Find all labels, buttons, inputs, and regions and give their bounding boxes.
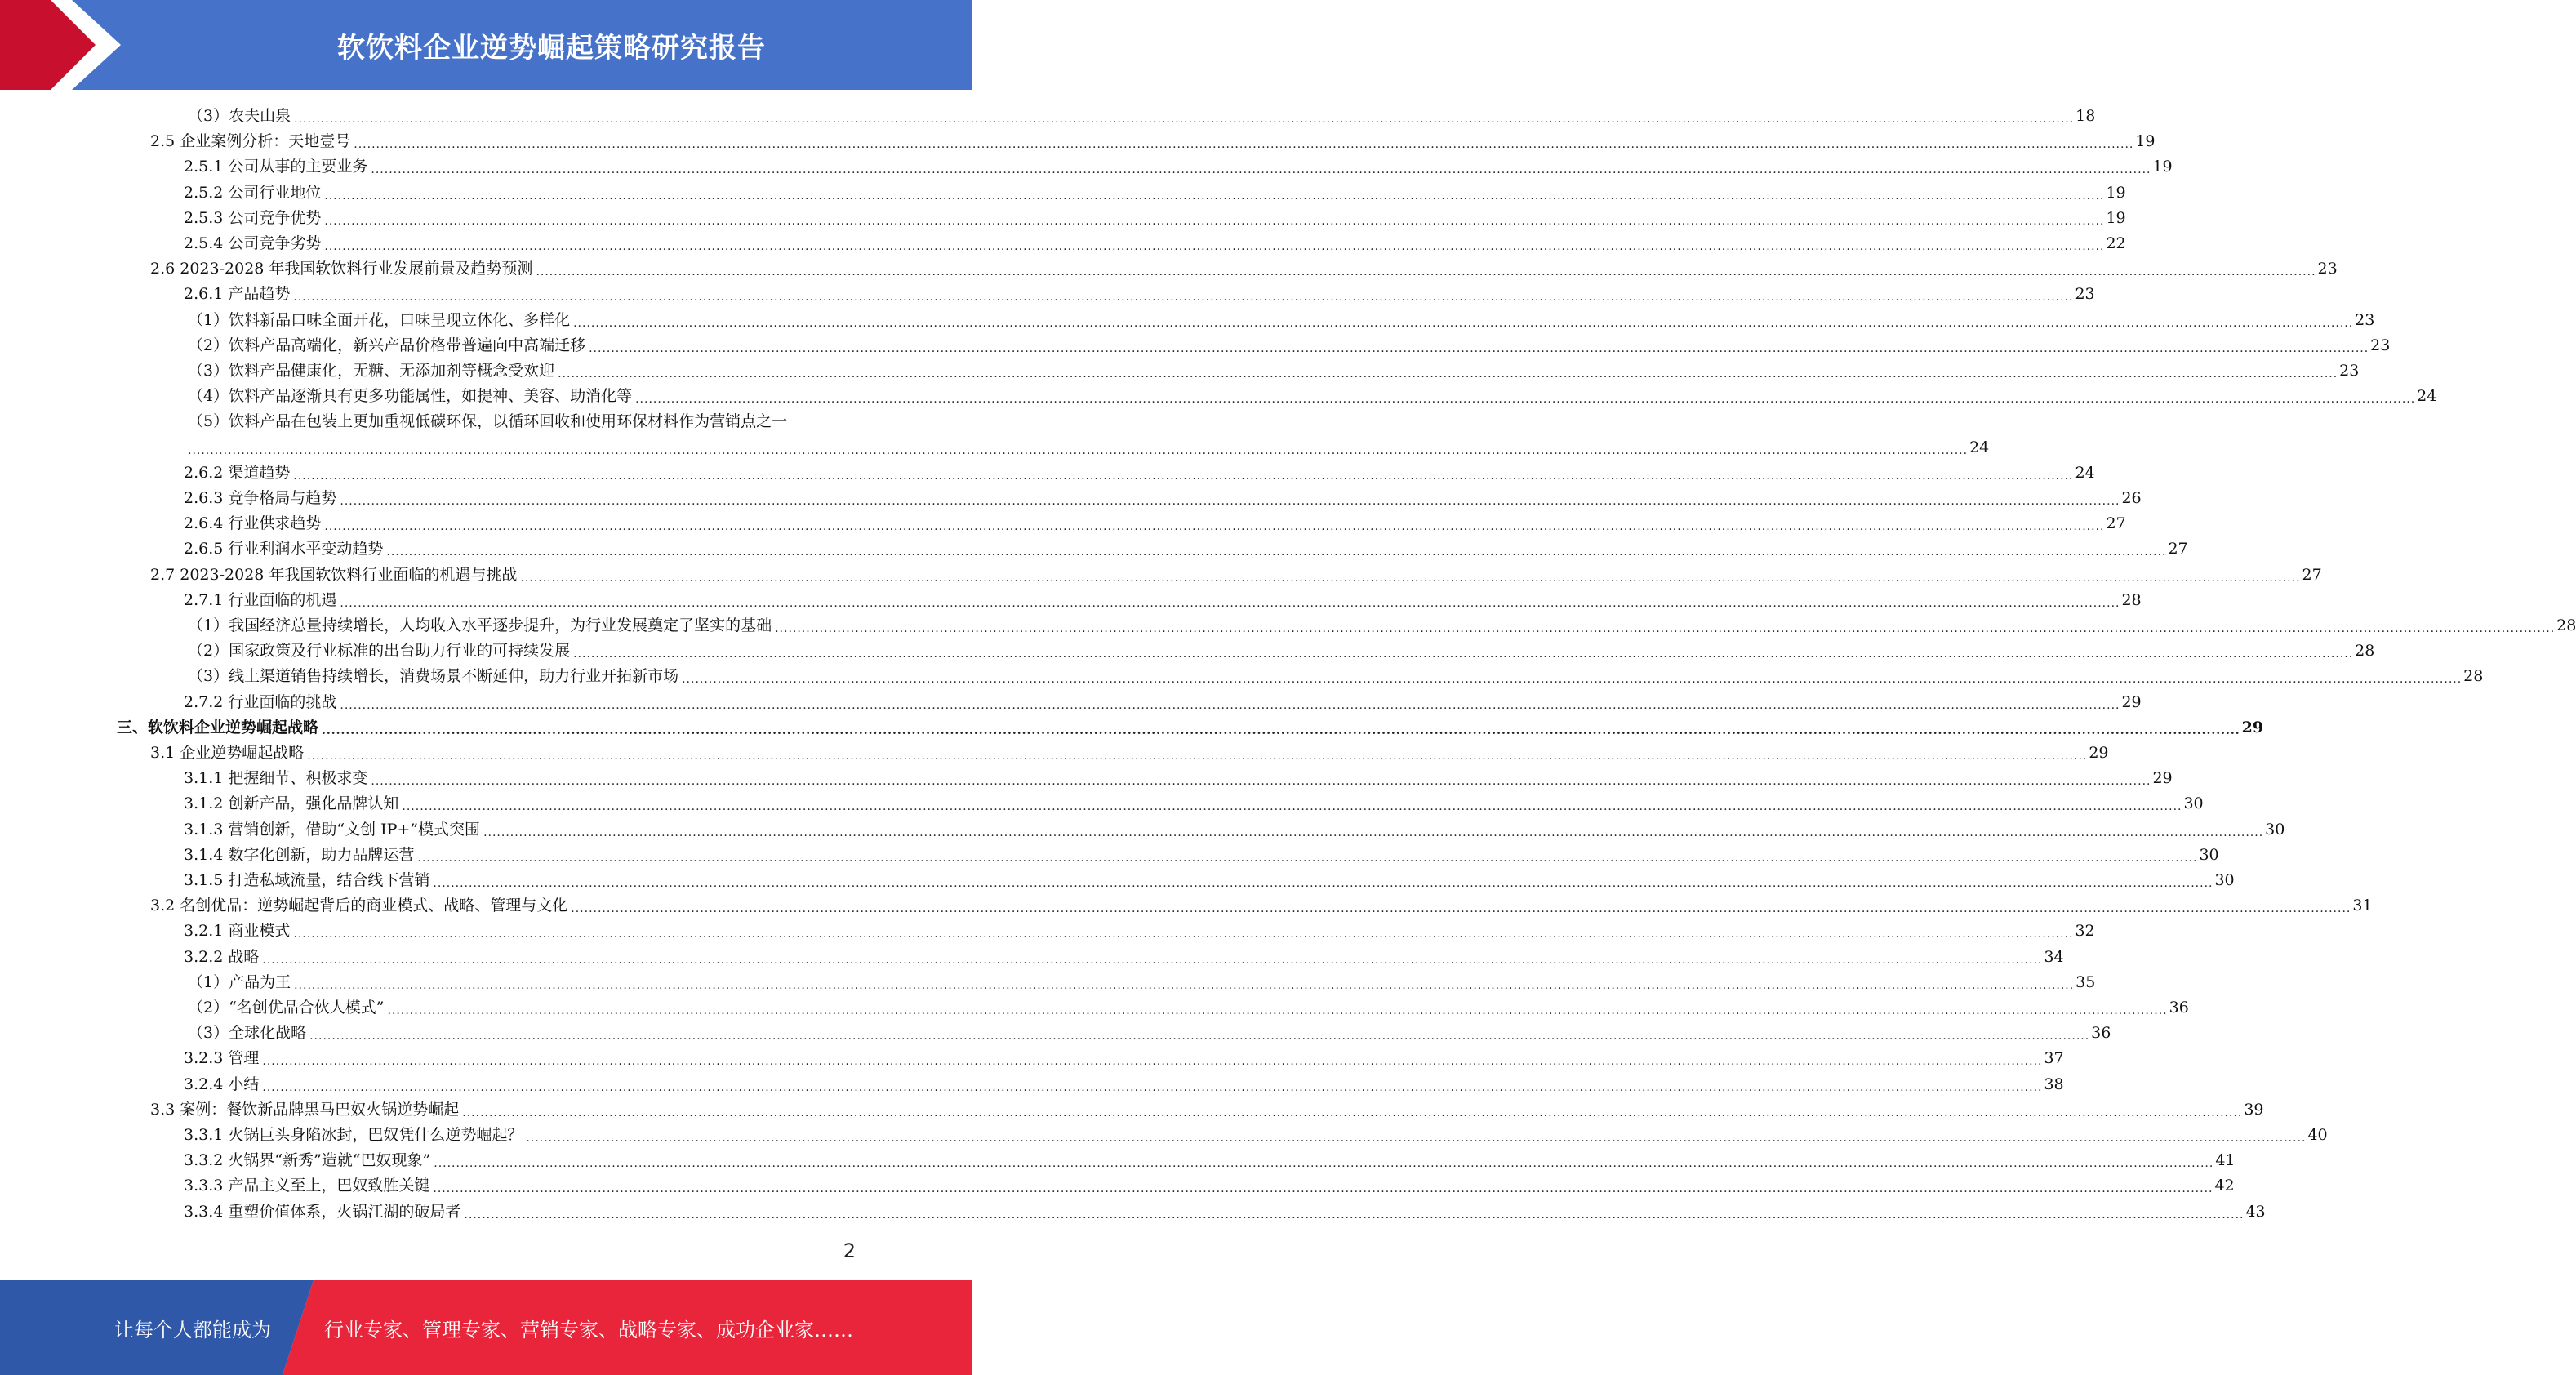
footer-slogan-left: 让每个人都能成为	[114, 1318, 271, 1342]
toc-entry[interactable]	[150, 129, 2156, 154]
toc-entry-label: 2.5.1 公司从事的主要业务	[184, 158, 368, 176]
toc-entry[interactable]	[150, 741, 2109, 766]
toc-page-number: 28	[2463, 667, 2484, 685]
toc-leader-dots: ................................................................................................................................................................................................................................................................................................................................................................................................................	[573, 647, 2354, 661]
toc-entry-label: （1）饮料新品口味全面开花，口味呈现立体化、多样化	[188, 311, 571, 329]
toc-entry-label: 2.6.1 产品趋势	[184, 285, 291, 303]
page-footer	[0, 1280, 972, 1375]
toc-entry-label: 3.1.5 打造私域流量，结合线下营销	[184, 871, 430, 889]
toc-entry[interactable]	[150, 893, 2373, 919]
toc-entry-label: 2.5.3 公司竞争优势	[184, 209, 322, 227]
toc-page-number: 43	[2245, 1203, 2266, 1221]
toc-leader-dots: ................................................................................................................................................................................................................................................................................................................................................................................................................	[434, 1157, 2214, 1170]
toc-leader-dots: ................................................................................................................................................................................................................................................................................................................................................................................................................	[340, 597, 2120, 610]
toc-entry[interactable]	[184, 690, 2142, 715]
toc-entry-label: 2.6.5 行业利润水平变动趋势	[184, 540, 384, 558]
toc-entry-label: （2）“名创优品合伙人模式”	[188, 999, 385, 1017]
toc-page-number: 18	[2075, 107, 2096, 125]
toc-leader-dots: ................................................................................................................................................................................................................................................................................................................................................................................................................	[294, 113, 2075, 126]
toc-entry-label: （4）饮料产品逐渐具有更多功能属性，如提神、美容、助消化等	[188, 387, 633, 405]
toc-entry-label: 2.7 2023-2028 年我国软饮料行业面临的机遇与挑战	[150, 566, 518, 584]
toc-entry[interactable]	[188, 639, 2375, 664]
toc-entry[interactable]	[184, 154, 2173, 180]
toc-entry[interactable]	[184, 1199, 2266, 1225]
toc-leader-dots: ................................................................................................................................................................................................................................................................................................................................................................................................................	[536, 265, 2316, 278]
toc-entry[interactable]	[184, 868, 2235, 893]
toc-page-number: 30	[2265, 821, 2285, 839]
toc-leader-dots: ................................................................................................................................................................................................................................................................................................................................................................................................................	[262, 954, 2043, 967]
toc-entry[interactable]	[188, 664, 2484, 689]
toc-entry[interactable]	[184, 1123, 2328, 1148]
toc-page-number: 26	[2121, 489, 2142, 507]
toc-entry[interactable]	[184, 791, 2204, 817]
toc-page-number: 19	[2106, 209, 2126, 227]
toc-entry-label: 3.3.1 火锅巨头身陷冰封，巴奴凭什么逆势崛起？	[184, 1126, 523, 1144]
toc-entry[interactable]	[188, 995, 2189, 1021]
toc-entry[interactable]	[184, 843, 2219, 868]
toc-leader-dots: ................................................................................................................................................................................................................................................................................................................................................................................................................	[386, 545, 2167, 558]
toc-entry[interactable]	[188, 104, 2096, 129]
toc-entry[interactable]	[184, 588, 2142, 613]
toc-entry-label: （3）饮料产品健康化，无糖、无添加剂等概念受欢迎	[188, 362, 555, 380]
toc-page-number: 31	[2352, 897, 2373, 914]
toc-page-number: 30	[2183, 794, 2204, 812]
toc-page-number: 22	[2106, 234, 2126, 252]
toc-entry-label: （2）饮料产品高端化，新兴产品价格带普遍向中高端迁移	[188, 336, 586, 354]
toc-entry[interactable]	[188, 613, 2576, 639]
toc-entry[interactable]	[184, 536, 2188, 562]
toc-entry[interactable]	[150, 256, 2338, 282]
toc-leader-dots: ................................................................................................................................................................................................................................................................................................................................................................................................................	[188, 444, 1969, 457]
toc-entry-label: 2.5.2 公司行业地位	[184, 184, 322, 202]
toc-page-number: 28	[2121, 591, 2142, 609]
toc-page-number: 23	[2075, 285, 2095, 303]
toc-page-number: 42	[2214, 1177, 2235, 1195]
toc-leader-dots: ................................................................................................................................................................................................................................................................................................................................................................................................................	[262, 1081, 2043, 1094]
toc-entry-label: 2.6.3 竞争格局与趋势	[184, 489, 337, 507]
toc-entry[interactable]	[188, 384, 2437, 409]
toc-leader-dots: ................................................................................................................................................................................................................................................................................................................................................................................................................	[262, 1055, 2043, 1068]
toc-leader-dots: ................................................................................................................................................................................................................................................................................................................................................................................................................	[294, 979, 2075, 992]
toc-entry-label: 3.3 案例：餐饮新品牌黑马巴奴火锅逆势崛起	[150, 1101, 460, 1119]
toc-entry-label: （3）全球化战略	[188, 1024, 307, 1042]
toc-entry-label: 3.2 名创优品：逆势崛起背后的商业模式、战略、管理与文化	[150, 897, 568, 914]
toc-leader-dots: ................................................................................................................................................................................................................................................................................................................................................................................................................	[293, 928, 2074, 941]
toc-page-number: 41	[2215, 1151, 2236, 1169]
toc-leader-dots: ................................................................................................................................................................................................................................................................................................................................................................................................................	[462, 1106, 2243, 1119]
toc-page-number: 32	[2075, 922, 2095, 940]
toc-entry[interactable]	[184, 486, 2142, 511]
toc-page-number: 24	[2417, 387, 2437, 405]
toc-entry-label: 3.3.4 重塑价值体系，火锅江湖的破局者	[184, 1203, 461, 1221]
toc-leader-dots: ................................................................................................................................................................................................................................................................................................................................................................................................................	[340, 699, 2120, 712]
toc-page-number: 35	[2075, 973, 2096, 991]
toc-leader-dots: ................................................................................................................................................................................................................................................................................................................................................................................................................	[340, 495, 2120, 508]
toc-page-number: 24	[1969, 438, 1990, 456]
toc-leader-dots: ................................................................................................................................................................................................................................................................................................................................................................................................................	[324, 520, 2105, 533]
toc-entry-label: （5）饮料产品在包装上更加重视低碳环保，以循环回收和使用环保材料作为营销点之一	[188, 412, 788, 430]
toc-leader-dots: ................................................................................................................................................................................................................................................................................................................................................................................................................	[324, 240, 2105, 253]
toc-leader-dots: ................................................................................................................................................................................................................................................................................................................................................................................................................	[589, 342, 2369, 355]
toc-leader-dots: ................................................................................................................................................................................................................................................................................................................................................................................................................	[307, 750, 2088, 763]
toc-entry-label: 2.5.4 公司竞争劣势	[184, 234, 322, 252]
toc-entry[interactable]	[184, 919, 2095, 944]
toc-entry-label: （1）产品为王	[188, 973, 291, 991]
toc-entry-label: 3.3.2 火锅界“新秀”造就“巴奴现象”	[184, 1151, 431, 1169]
toc-entry-label: 3.1.4 数字化创新，助力品牌运营	[184, 846, 415, 864]
toc-entry-label: 3.1.2 创新产品，强化品牌认知	[184, 794, 399, 812]
toc-entry-label: 3.1.1 把握细节、积极求变	[184, 769, 368, 787]
toc-page-number: 24	[2075, 464, 2095, 482]
toc-leader-dots: ................................................................................................................................................................................................................................................................................................................................................................................................................	[558, 367, 2338, 380]
toc-entry-label: （3）线上渠道销售持续增长，消费场景不断延伸，助力行业开拓新市场	[188, 667, 679, 685]
toc-entry[interactable]	[188, 970, 2096, 995]
toc-leader-dots: ................................................................................................................................................................................................................................................................................................................................................................................................................	[371, 775, 2151, 788]
toc-leader-dots: ................................................................................................................................................................................................................................................................................................................................................................................................................	[573, 317, 2354, 330]
toc-leader-dots: ................................................................................................................................................................................................................................................................................................................................................................................................................	[464, 1208, 2245, 1221]
toc-page-number: 30	[2199, 846, 2219, 864]
toc-leader-dots: ................................................................................................................................................................................................................................................................................................................................................................................................................	[433, 1182, 2213, 1195]
toc-leader-dots: ................................................................................................................................................................................................................................................................................................................................................................................................................	[354, 138, 2134, 151]
toc-entry-label: 2.5 企业案例分析：天地壹号	[150, 132, 351, 150]
toc-entry-label: 3.1.3 营销创新，借助“文创 IP+”模式突围	[184, 821, 481, 839]
toc-entry[interactable]	[184, 206, 2126, 231]
toc-entry[interactable]	[184, 1072, 2064, 1097]
toc-leader-dots: ................................................................................................................................................................................................................................................................................................................................................................................................................	[324, 215, 2105, 228]
toc-entry[interactable]	[184, 1148, 2236, 1173]
toc-leader-dots: ................................................................................................................................................................................................................................................................................................................................................................................................................	[417, 852, 2198, 865]
toc-leader-dots: ................................................................................................................................................................................................................................................................................................................................................................................................................	[402, 800, 2182, 813]
toc-leader-dots: ................................................................................................................................................................................................................................................................................................................................................................................................................	[293, 469, 2074, 483]
toc-page-number: 23	[2339, 362, 2360, 380]
toc-page-number: 37	[2044, 1049, 2064, 1067]
toc-page-number: 28	[2556, 616, 2576, 634]
toc-leader-dots: ................................................................................................................................................................................................................................................................................................................................................................................................................	[387, 1004, 2168, 1017]
toc-page-number: 27	[2302, 566, 2322, 584]
toc-page-number: 27	[2168, 540, 2188, 558]
toc-leader-dots: ................................................................................................................................................................................................................................................................................................................................................................................................................	[682, 673, 2463, 686]
toc-page-number: 36	[2091, 1024, 2111, 1042]
toc-page-number: 29	[2089, 744, 2109, 762]
toc-page-number: 29	[2152, 769, 2173, 787]
toc-leader-dots: ................................................................................................................................................................................................................................................................................................................................................................................................................	[371, 163, 2151, 176]
toc-entry-label: （3）农夫山泉	[188, 107, 291, 125]
toc-entry[interactable]	[184, 945, 2064, 970]
toc-entry-label: 3.2.1 商业模式	[184, 922, 291, 940]
toc-leader-dots: ................................................................................................................................................................................................................................................................................................................................................................................................................	[526, 1132, 2307, 1145]
toc-entry[interactable]	[188, 333, 2391, 358]
toc-entry-label: 3.3.3 产品主义至上，巴奴致胜关键	[184, 1177, 430, 1195]
toc-entry[interactable]	[184, 461, 2095, 486]
toc-entry-label: 3.2.2 战略	[184, 948, 260, 966]
toc-entry[interactable]	[184, 282, 2095, 307]
toc-entry[interactable]	[188, 435, 1990, 461]
toc-page-number: 30	[2214, 871, 2235, 889]
toc-leader-dots: ................................................................................................................................................................................................................................................................................................................................................................................................................	[571, 902, 2351, 915]
toc-entry-label: 2.7.1 行业面临的机遇	[184, 591, 337, 609]
toc-entry[interactable]	[117, 715, 2264, 741]
toc-leader-dots: ................................................................................................................................................................................................................................................................................................................................................................................................................	[635, 393, 2416, 406]
toc-page-number: 36	[2169, 999, 2189, 1017]
toc-page-number: 40	[2307, 1126, 2328, 1144]
document-title: 软饮料企业逆势崛起策略研究报告	[337, 31, 766, 65]
toc-entry-label: 2.6 2023-2028 年我国软饮料行业发展前景及趋势预测	[150, 260, 533, 278]
toc-entry-label: 三、软饮料企业逆势崛起战略	[117, 719, 319, 736]
toc-entry[interactable]	[184, 180, 2126, 206]
toc-page-number: 39	[2244, 1101, 2264, 1119]
toc-page-number: 29	[2241, 719, 2264, 736]
toc-entry[interactable]	[150, 1097, 2264, 1123]
page-header	[0, 0, 972, 90]
toc-entry-label: （2）国家政策及行业标准的出台助力行业的可持续发展	[188, 642, 571, 660]
toc-leader-dots: ................................................................................................................................................................................................................................................................................................................................................................................................................	[775, 622, 2556, 635]
toc-leader-dots: ................................................................................................................................................................................................................................................................................................................................................................................................................	[483, 826, 2264, 839]
toc-leader-dots: ................................................................................................................................................................................................................................................................................................................................................................................................................	[433, 877, 2213, 890]
toc-entry-label: 3.2.3 管理	[184, 1049, 260, 1067]
toc-page-number: 19	[2152, 158, 2173, 176]
toc-page-number: 29	[2121, 693, 2142, 711]
toc-page-number: 19	[2135, 132, 2156, 150]
toc-page-number: 19	[2106, 184, 2126, 202]
toc-page-number: 38	[2044, 1075, 2064, 1093]
toc-entry-label: （1）我国经济总量持续增长，人均收入水平逐步提升，为行业发展奠定了坚实的基础	[188, 616, 772, 634]
toc-entry[interactable]	[184, 231, 2126, 256]
toc-entry[interactable]	[184, 1046, 2064, 1071]
toc-entry[interactable]	[184, 766, 2173, 791]
footer-slogan-right: 行业专家、管理专家、营销专家、战略专家、成功企业家……	[324, 1318, 853, 1342]
toc-leader-dots: ................................................................................................................................................................................................................................................................................................................................................................................................................	[309, 1030, 2090, 1043]
toc-entry-label: 3.1 企业逆势崛起战略	[150, 744, 305, 762]
toc-entry-label: 2.7.2 行业面临的挑战	[184, 693, 337, 711]
toc-page-number: 23	[2355, 311, 2375, 329]
toc-leader-dots: ................................................................................................................................................................................................................................................................................................................................................................................................................	[324, 189, 2105, 202]
toc-entry-label: 2.6.4 行业供求趋势	[184, 514, 322, 532]
toc-page-number: 34	[2044, 948, 2064, 966]
toc-leader-dots: ................................................................................................................................................................................................................................................................................................................................................................................................................	[322, 724, 2240, 737]
toc-entry[interactable]	[184, 511, 2126, 536]
toc-page-number: 27	[2106, 514, 2126, 532]
toc-entry[interactable]	[188, 308, 2375, 333]
toc-page-number: 23	[2317, 260, 2338, 278]
toc-entry[interactable]	[184, 1173, 2235, 1199]
toc-leader-dots: ................................................................................................................................................................................................................................................................................................................................................................................................................	[520, 572, 2301, 585]
toc-page-number: 23	[2370, 336, 2391, 354]
toc-entry[interactable]	[188, 358, 2360, 384]
toc-entry[interactable]	[184, 817, 2285, 843]
page-number: 2	[843, 1239, 856, 1262]
toc-entry-label: 2.6.2 渠道趋势	[184, 464, 291, 482]
toc-entry[interactable]	[188, 1021, 2111, 1046]
toc-leader-dots: ................................................................................................................................................................................................................................................................................................................................................................................................................	[293, 291, 2074, 304]
toc-page-number: 28	[2355, 642, 2375, 660]
toc-entry[interactable]	[150, 563, 2322, 588]
toc-entry-label: 3.2.4 小结	[184, 1075, 260, 1093]
